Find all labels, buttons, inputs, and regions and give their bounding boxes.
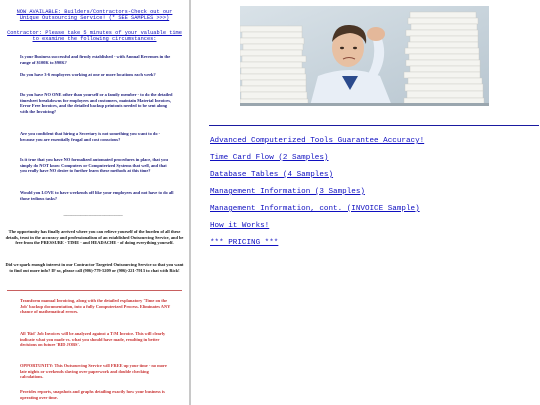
link-management-information[interactable]: Management Information (3 Samples) <box>210 188 365 196</box>
benefit-invoicing: Transform manual Invoicing, along with the detailed explanatory 'Time on the Job' backup documentation, into a fully Computerized Process. Eliminates ANY chance of mathematical errors. <box>20 298 171 315</box>
left-frame <box>0 0 189 405</box>
link-management-info-invoice[interactable]: Management Information, cont. (INVOICE Sample) <box>210 205 420 213</box>
benefit-reports: Provides reports, snapshots and graphs detailing exactly how your business is operating over time. <box>20 389 165 400</box>
question-employees: Do you have 3-6 employees working at one or more locations each week? <box>20 72 156 77</box>
horizontal-rule <box>209 125 539 126</box>
opportunity-paragraph: The opportunity has finally arrived where you can relieve yourself of the burden of all these details, trust in the accuracy and professionalism of an established Outsourcing Service, and be free from the PRESSURE - TIME - and HEADACHE - of doing everything yourself. <box>5 229 184 246</box>
header-instruction <box>6 30 183 43</box>
right-frame <box>191 0 540 405</box>
link-pricing[interactable]: *** PRICING *** <box>210 239 279 247</box>
link-how-it-works[interactable]: How it Works! <box>210 222 270 230</box>
question-weekends: Would you LOVE to have weekends off like your employees and not have to do all those tedious tasks? <box>20 190 174 201</box>
link-database-tables[interactable]: Database Tables (4 Samples) <box>210 171 334 179</box>
link-accuracy-tools[interactable]: Advanced Computerized Tools Guarantee Accuracy! <box>210 137 425 145</box>
stressed-man-photo <box>240 6 489 106</box>
benefits-box <box>7 290 182 405</box>
question-no-one: Do you have NO ONE other than yourself or a family member - to do the detailed timesheet breakdowns for employees and customers, maintain Material Invoices, Error Free Invoices, and the detailed backup printouts needed to be sent along with the Invoicing? <box>20 92 173 114</box>
question-revenue: Is your Business successful and firmly established - with Annual Revenues in the range of $100K to $90K? <box>20 54 171 65</box>
benefit-free-time: OPPORTUNITY: This Outsourcing Service will FREE up your time - no more late nights or weekends slaving over paperwork and double checking calculations. <box>20 363 167 380</box>
question-procedures: Is it true that you have NO formalized automated procedures in place, that you simply do NOT know Computers or Computerized Systems that well, and that you really have NO desire to further learn these methods at this time? <box>20 157 168 174</box>
question-secretary: Are you confident that hiring a Secretary is not something you want to do - because you are essentially frugal and cost conscious? <box>20 131 161 142</box>
header-instruction-text: Contractor: Please take 5 minutes of your valuable time to examine the following circumstances: <box>7 30 182 43</box>
header-announcement-link[interactable]: NOW AVAILABLE: Builders/Contractors-Check out our Unique Outsourcing Service! (* SEE SAMPLES >>>) <box>16 9 173 22</box>
link-time-card-flow[interactable]: Time Card Flow (2 Samples) <box>210 154 329 162</box>
separator-line: ----------------------------------------------- <box>63 213 123 218</box>
contact-paragraph: Did we spark enough interest in our Contractor Targeted Outsourcing Service so that you want to find out more info? IF so, please call (906)-779-5209 or (906)-221-7913 to chat with Rick! <box>5 262 184 273</box>
benefit-bid-analysis: All 'Bid' Job Invoices will be analyzed against a T/M Invoice. This will clearly indicate what you made vs. what you should have made, resulting in better decisions on future 'BID JOBS'. <box>20 331 166 348</box>
